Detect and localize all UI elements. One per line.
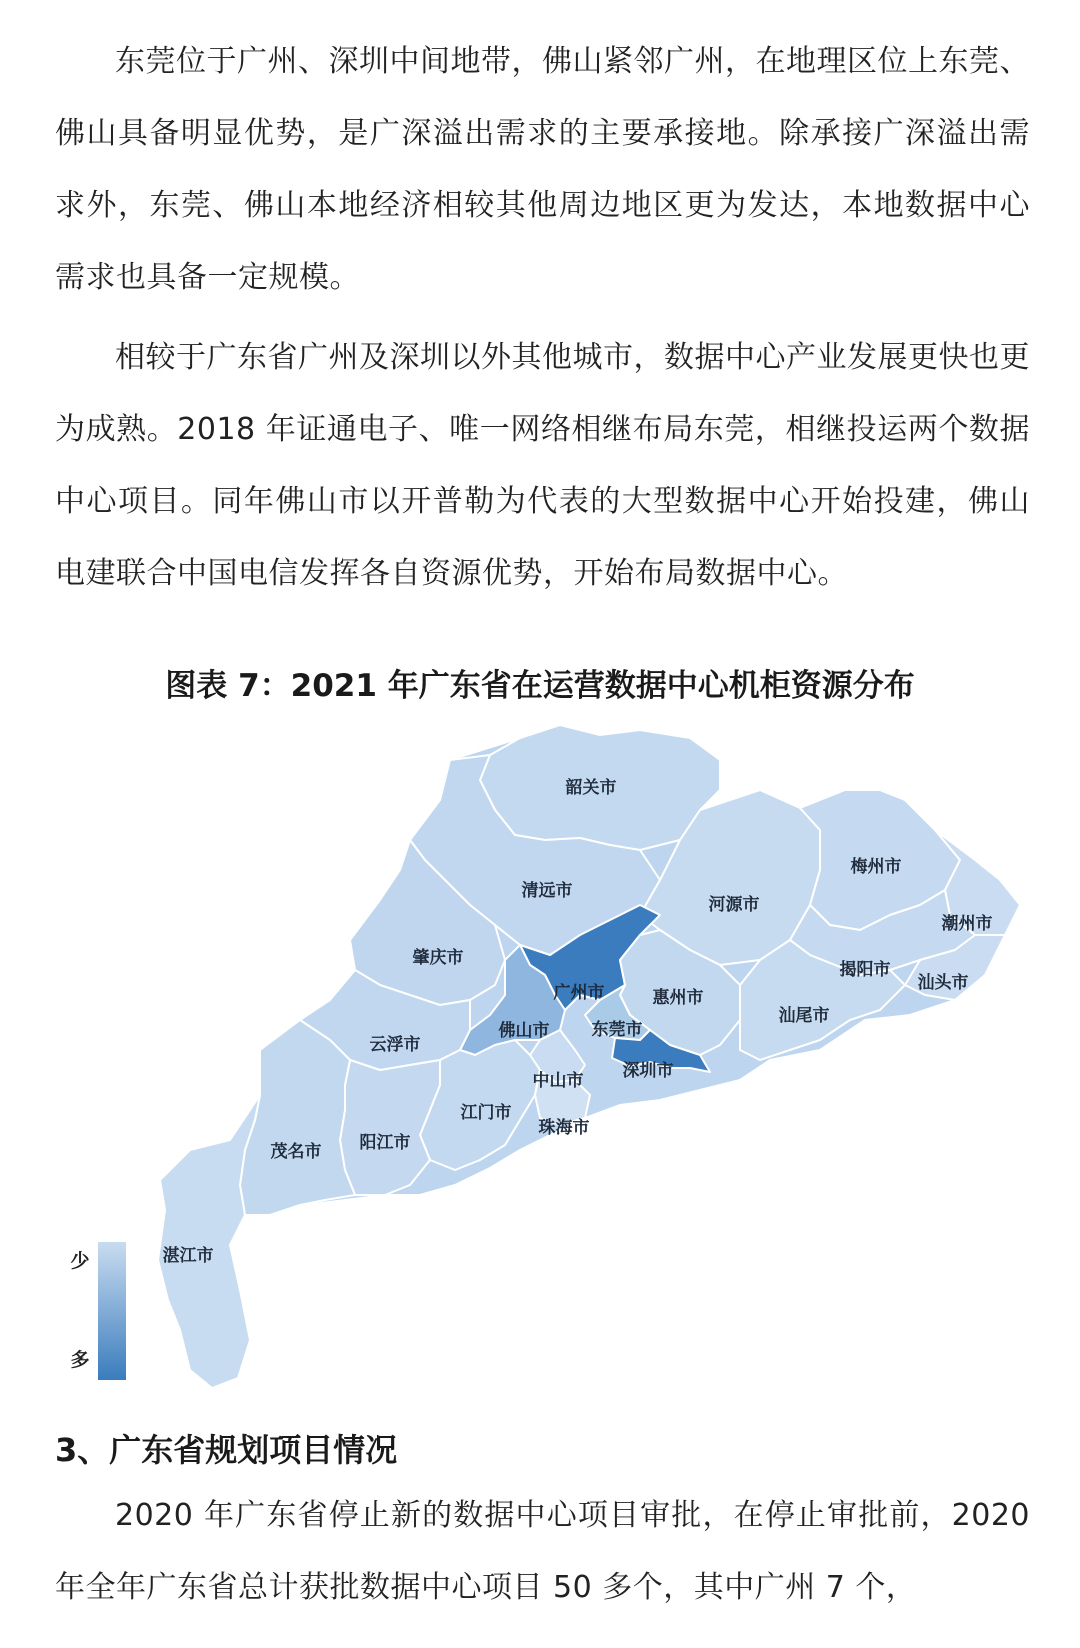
region-zhanjiang — [158, 1095, 260, 1388]
section-heading: 3、广东省规划项目情况 — [55, 1431, 398, 1469]
label-maoming: 茂名市 — [270, 1142, 322, 1162]
label-guangzhou: 广州市 — [553, 983, 605, 1003]
figure-caption: 图表 7：2021 年广东省在运营数据中心机柜资源分布 — [165, 668, 915, 704]
label-shanwei: 汕尾市 — [778, 1006, 830, 1026]
paragraph-3: 2020 年广东省停止新的数据中心项目审批，在停止审批前，2020 年全年广东省总计获批数据中心项目 50 多个，其中广州 7 个， — [55, 1498, 1030, 1605]
label-zhanjiang: 湛江市 — [162, 1246, 214, 1266]
paragraph-1: 东莞位于广州、深圳中间地带，佛山紧邻广州，在地理区位上东莞、佛山具备明显优势，是广深溢出需求的主要承接地。除承接广深溢出需求外，东莞、佛山本地经济相较其他周边地区更为发达，本地数据中心需求也具备一定规模。 — [55, 44, 1030, 295]
label-foshan: 佛山市 — [498, 1021, 550, 1041]
label-meizhou: 梅州市 — [850, 857, 902, 877]
map-legend — [70, 1242, 126, 1380]
label-jieyang: 揭阳市 — [839, 960, 891, 980]
label-qingyuan: 清远市 — [521, 881, 573, 901]
label-chaozhou: 潮州市 — [941, 914, 993, 934]
label-zhongshan: 中山市 — [532, 1071, 584, 1091]
label-yangjiang: 阳江市 — [359, 1133, 411, 1153]
label-shantou: 汕头市 — [917, 973, 969, 993]
label-dongguan: 东莞市 — [591, 1020, 643, 1040]
label-shenzhen: 深圳市 — [622, 1061, 674, 1081]
label-heyuan: 河源市 — [708, 895, 760, 915]
label-huizhou: 惠州市 — [652, 988, 704, 1008]
legend-low-label: 少 — [70, 1250, 90, 1272]
label-shaoguan: 韶关市 — [565, 778, 617, 798]
label-zhuhai: 珠海市 — [538, 1118, 590, 1138]
legend-gradient-bar — [98, 1242, 126, 1380]
legend-high-label: 多 — [70, 1349, 90, 1371]
label-yunfu: 云浮市 — [369, 1035, 421, 1055]
label-zhaoqing: 肇庆市 — [412, 948, 464, 968]
paragraph-2: 相较于广东省广州及深圳以外其他城市，数据中心产业发展更快也更为成熟。2018 年证通电子、唯一网络相继布局东莞，相继投运两个数据中心项目。同年佛山市以开普勒为代表的大型数据中心开始投建，佛山电建联合中国电信发挥各自资源优势，开始布局数据中心。 — [55, 340, 1030, 591]
label-jiangmen: 江门市 — [460, 1103, 512, 1123]
region-maoming — [240, 1020, 355, 1215]
